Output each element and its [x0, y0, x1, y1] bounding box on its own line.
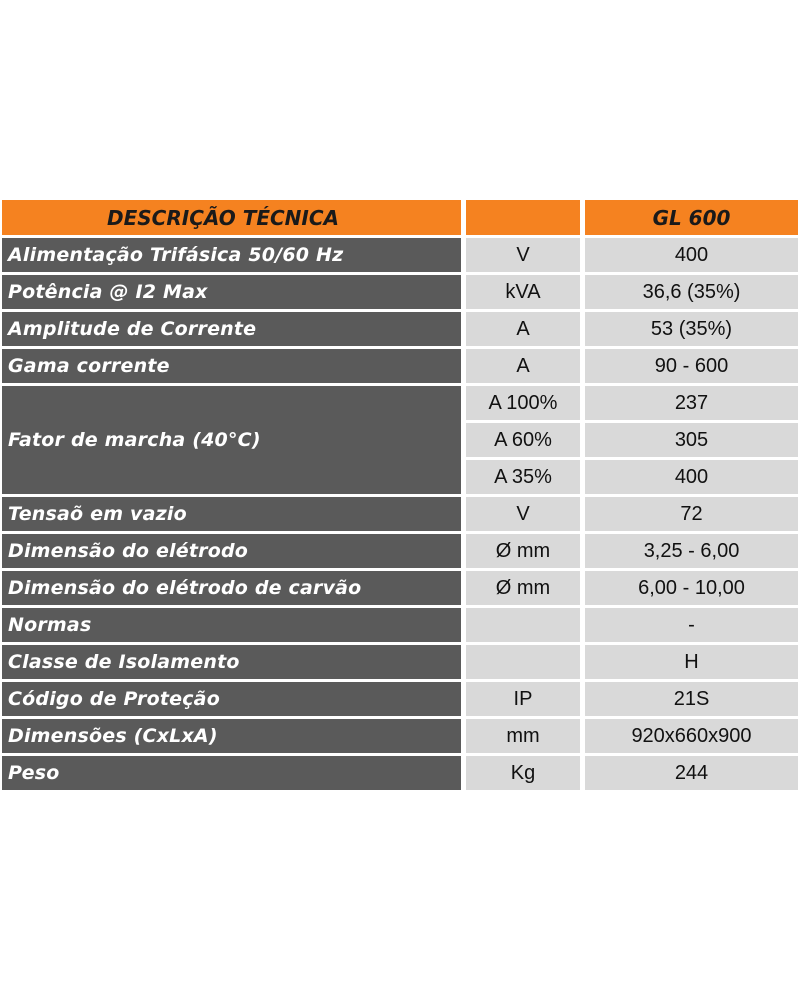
header-description: DESCRIÇÃO TÉCNICA — [2, 200, 461, 235]
row-label: Potência @ I2 Max — [2, 275, 461, 309]
header-unit — [466, 200, 580, 235]
row-value: 90 - 600 — [585, 349, 798, 383]
row-unit: kVA — [466, 275, 580, 309]
row-label: Peso — [2, 756, 461, 790]
row-label: Amplitude de Corrente — [2, 312, 461, 346]
row-label-duty-cycle: Fator de marcha (40°C) — [2, 386, 461, 494]
row-unit: Ø mm — [466, 534, 580, 568]
row-value: 53 (35%) — [585, 312, 798, 346]
row-unit: V — [466, 497, 580, 531]
row-unit: V — [466, 238, 580, 272]
row-unit: A 100% — [466, 386, 580, 420]
row-label: Classe de Isolamento — [2, 645, 461, 679]
row-value: H — [585, 645, 798, 679]
row-unit: A — [466, 312, 580, 346]
row-unit: Ø mm — [466, 571, 580, 605]
row-value: 21S — [585, 682, 798, 716]
spec-table — [2, 200, 798, 790]
row-unit: Kg — [466, 756, 580, 790]
row-label: Normas — [2, 608, 461, 642]
header-model: GL 600 — [585, 200, 798, 235]
row-unit: A 35% — [466, 460, 580, 494]
row-value: 400 — [585, 460, 798, 494]
row-value: 244 — [585, 756, 798, 790]
row-label: Tensaõ em vazio — [2, 497, 461, 531]
row-unit — [466, 608, 580, 642]
row-label: Dimensão do elétrodo — [2, 534, 461, 568]
row-label: Alimentação Trifásica 50/60 Hz — [2, 238, 461, 272]
row-value: 920x660x900 — [585, 719, 798, 753]
row-unit — [466, 645, 580, 679]
row-label: Gama corrente — [2, 349, 461, 383]
row-unit: mm — [466, 719, 580, 753]
row-value: 3,25 - 6,00 — [585, 534, 798, 568]
row-value: - — [585, 608, 798, 642]
row-unit: IP — [466, 682, 580, 716]
row-value: 6,00 - 10,00 — [585, 571, 798, 605]
row-value: 237 — [585, 386, 798, 420]
row-value: 36,6 (35%) — [585, 275, 798, 309]
row-unit: A — [466, 349, 580, 383]
row-label: Dimensões (CxLxA) — [2, 719, 461, 753]
row-unit: A 60% — [466, 423, 580, 457]
row-value: 305 — [585, 423, 798, 457]
row-value: 72 — [585, 497, 798, 531]
row-value: 400 — [585, 238, 798, 272]
row-label: Código de Proteção — [2, 682, 461, 716]
row-label: Dimensão do elétrodo de carvão — [2, 571, 461, 605]
